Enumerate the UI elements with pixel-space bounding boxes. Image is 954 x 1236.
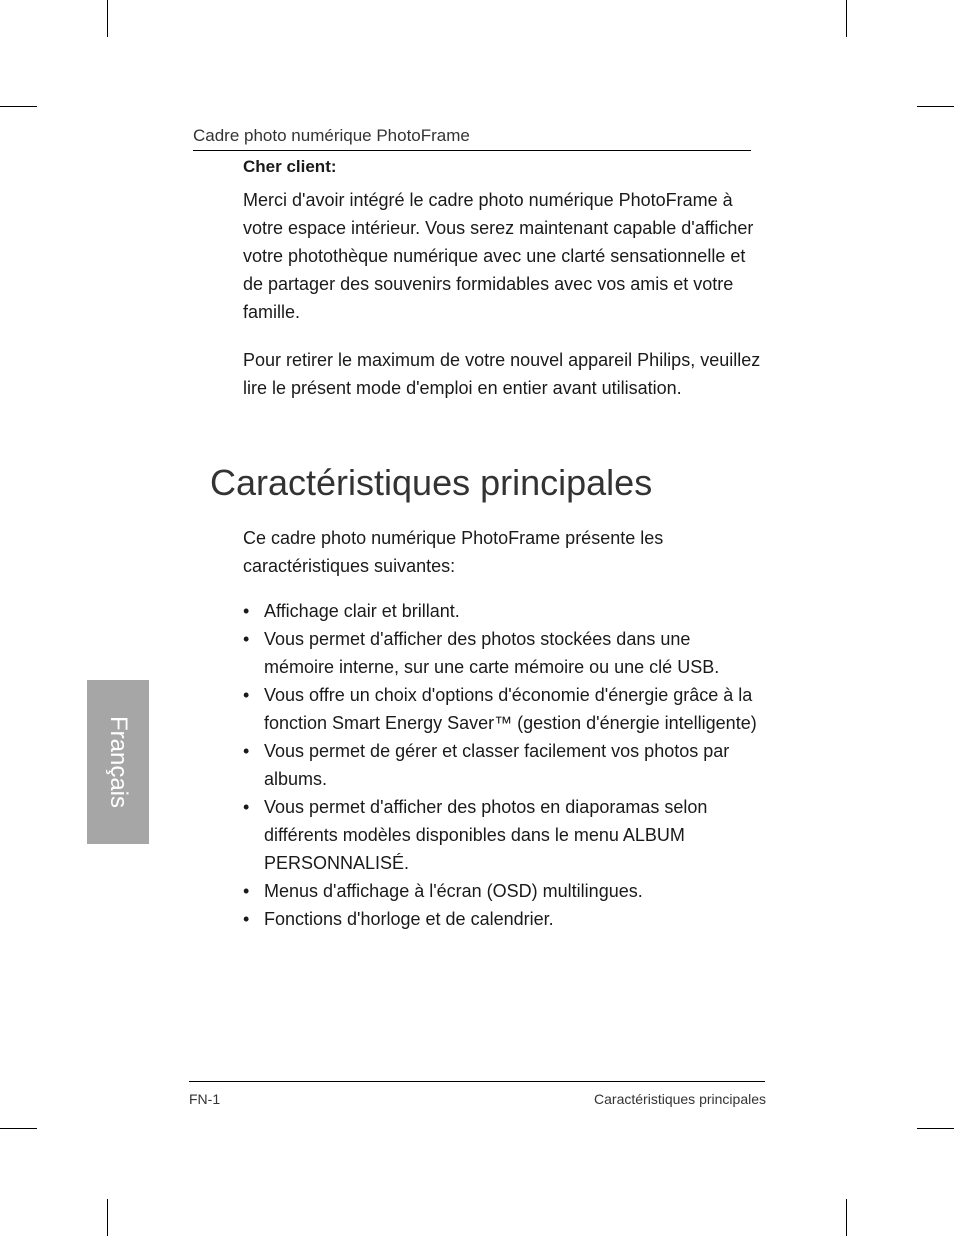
language-tab <box>87 680 149 844</box>
bullet: • <box>243 685 250 705</box>
list-item-text: Vous permet de gérer et classer facilement vos photos par albums. <box>264 741 730 789</box>
crop-mark <box>917 106 954 107</box>
list-item <box>243 905 763 933</box>
instructions-paragraph: Pour retirer le maximum de votre nouvel appareil Philips, veuillez lire le présent mode d'emploi en entier avant utilisation. <box>243 350 761 398</box>
list-item <box>243 681 763 737</box>
intro-paragraph: Merci d'avoir intégré le cadre photo numérique PhotoFrame à votre espace intérieur. Vous serez maintenant capable d'afficher votre photothèque numérique avec une clarté sensationnelle et de partager des souvenirs formidables avec vos amis et votre famille. <box>243 190 754 322</box>
crop-mark <box>107 0 108 37</box>
list-item <box>243 625 763 681</box>
bullet: • <box>243 797 250 817</box>
list-item-text: Menus d'affichage à l'écran (OSD) multilingues. <box>264 881 643 901</box>
greeting: Cher client: <box>243 157 337 176</box>
header-rule <box>193 150 751 151</box>
bullet: • <box>243 601 250 621</box>
bullet: • <box>243 741 250 761</box>
crop-mark <box>0 106 37 107</box>
language-tab-label: Français <box>105 715 132 809</box>
list-item-text: Fonctions d'horloge et de calendrier. <box>264 909 554 929</box>
list-item-text: Vous permet d'afficher des photos en diaporamas selon différents modèles disponibles dans le menu ALBUM PERSONNALISÉ. <box>264 797 708 873</box>
list-item <box>243 877 763 905</box>
list-item <box>243 793 763 877</box>
section-title: Caractéristiques principales <box>210 462 653 503</box>
bullet: • <box>243 629 250 649</box>
crop-mark <box>846 0 847 37</box>
list-item-text: Affichage clair et brillant. <box>264 601 460 621</box>
page-number: FN-1 <box>189 1091 221 1107</box>
crop-mark <box>846 1199 847 1236</box>
section-intro: Ce cadre photo numérique PhotoFrame présente les caractéristiques suivantes: <box>243 528 664 576</box>
list-item-text: Vous offre un choix d'options d'économie d'énergie grâce à la fonction Smart Energy Saver™ (gestion d'énergie intelligente) <box>264 685 757 733</box>
bullet: • <box>243 881 250 901</box>
feature-list <box>243 597 763 933</box>
crop-mark <box>107 1199 108 1236</box>
footer-rule <box>189 1081 765 1082</box>
running-header: Cadre photo numérique PhotoFrame <box>193 126 470 145</box>
running-footer: Caractéristiques principales <box>594 1091 766 1107</box>
crop-mark <box>917 1128 954 1129</box>
list-item <box>243 737 763 793</box>
list-item <box>243 597 763 625</box>
crop-mark <box>0 1128 37 1129</box>
list-item-text: Vous permet d'afficher des photos stockées dans une mémoire interne, sur une carte mémoire ou une clé USB. <box>264 629 720 677</box>
bullet: • <box>243 909 250 929</box>
